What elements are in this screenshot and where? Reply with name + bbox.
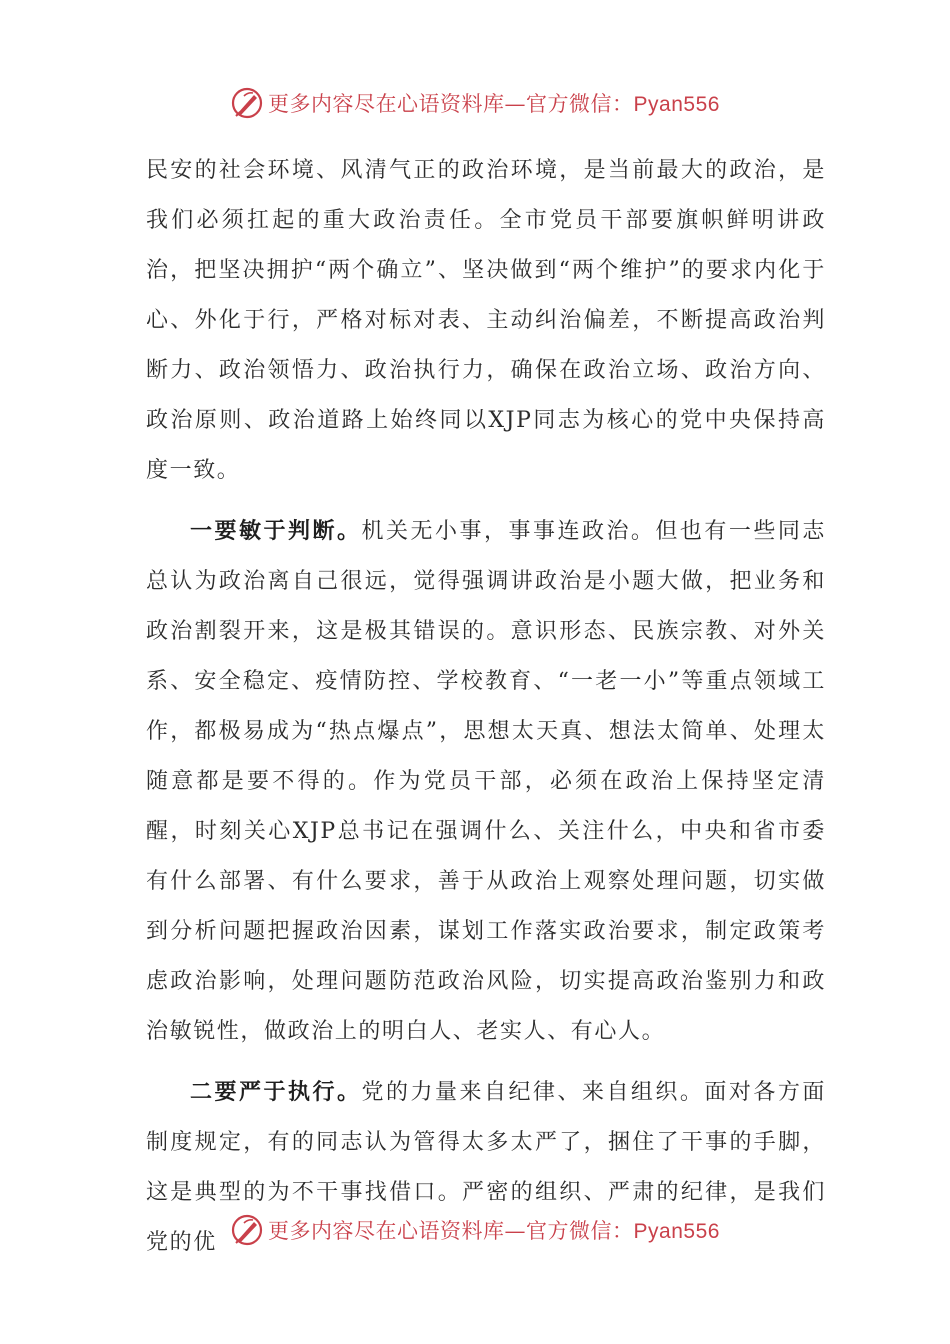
paragraph-text: 民安的社会环境、风清气正的政治环境，是当前最大的政治，是我们必须扛起的重大政治责任。全市党员干部要旗帜鲜明讲政治，把坚决拥护“两个确立”、坚决做到“两个维护”的要求内化于心、外化于行，严格对标对表、主动纠治偏差，不断提高政治判断力、政治领悟力、政治执行力，确保在政治立场、政治方向、政治原则、政治道路上始终同以XJP同志为核心的党中央保持高度一致。	[146, 158, 826, 483]
paragraph-text: 党的力量来自纪律、来自组织。面对各方面制度规定，有的同志认为管得太多太严了，捆住了干事的手脚，这是典型的为不干事找借口。严密的组织、严肃的纪律，是我们党的优	[146, 1080, 827, 1255]
paragraph-lead: 二要严于执行。	[190, 1079, 362, 1105]
document-body	[146, 145, 826, 1268]
quill-pen-logo-icon	[230, 1213, 264, 1247]
banner-text	[268, 88, 720, 118]
banner-slogan: 更多内容尽在心语资料库—官方微信：	[268, 1219, 634, 1243]
paragraph-text: 机关无小事，事事连政治。但也有一些同志总认为政治离自己很远，觉得强调讲政治是小题大做，把业务和政治割裂开来，这是极其错误的。意识形态、民族宗教、对外关系、安全稳定、疫情防控、学校教育、“一老一小”等重点领域工作，都极易成为“热点爆点”，思想太天真、想法太简单、处理太随意都是要不得的。作为党员干部，必须在政治上保持坚定清醒，时刻关心XJP总书记在强调什么、关注什么，中央和省市委有什么部署、有什么要求，善于从政治上观察处理问题，切实做到分析问题把握政治因素，谋划工作落实政治要求，制定政策考虑政治影响，处理问题防范政治风险，切实提高政治鉴别力和政治敏锐性，做政治上的明白人、老实人、有心人。	[146, 519, 827, 1044]
header-banner	[0, 78, 950, 128]
quill-pen-logo-icon	[230, 86, 264, 120]
paragraph-intro	[146, 145, 826, 496]
paragraph-lead: 一要敏于判断。	[190, 518, 362, 544]
banner-text	[268, 1215, 720, 1245]
wechat-id: Pyan556	[633, 93, 720, 116]
footer-banner	[0, 1205, 950, 1255]
wechat-id: Pyan556	[633, 1220, 720, 1243]
paragraph-judgment	[146, 506, 826, 1057]
banner-slogan: 更多内容尽在心语资料库—官方微信：	[268, 92, 634, 116]
